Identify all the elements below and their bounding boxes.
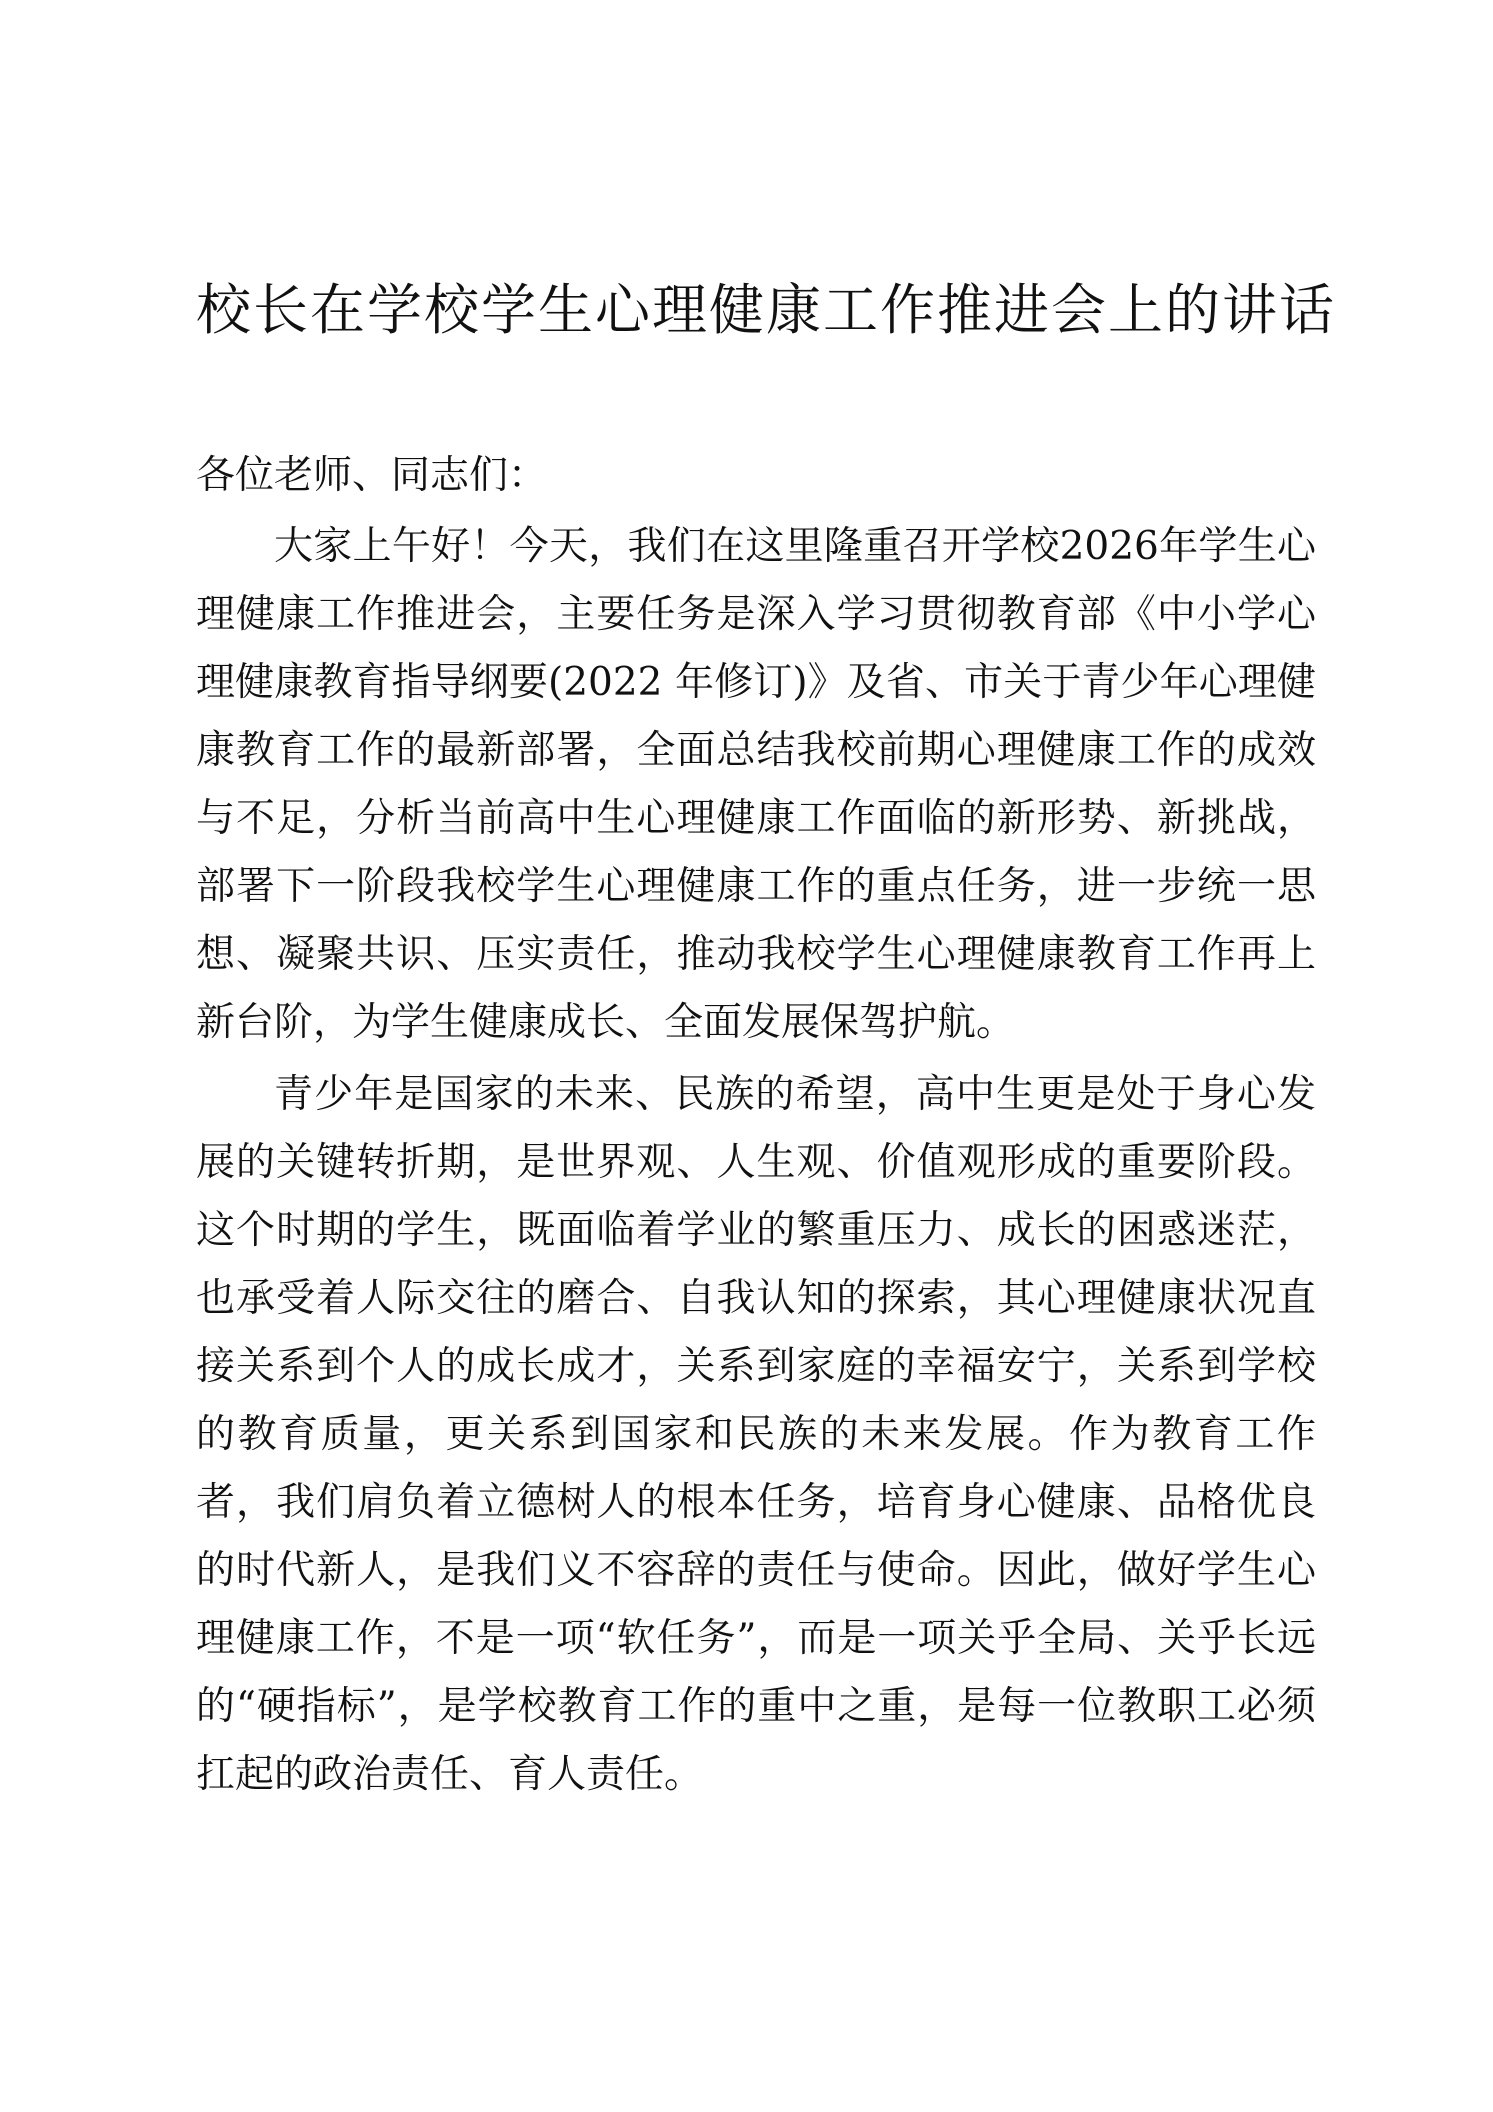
salutation: 各位老师、同志们：	[196, 453, 548, 498]
document-title: 校长在学校学生心理健康工作推进会上的讲话	[196, 278, 1337, 342]
paragraph-opening: 大家上午好！今天，我们在这里隆重召开学校2026年学生心理健康工作推进会，主要任务是深入学习贯彻教育部《中小学心理健康教育指导纲要(2022 年修订)》及省、市关于青少年心理健康教育工作的最新部署，全面总结我校前期心理健康工作的成效与不足，分析当前高中生心理健康工作面临的新形势、新挑战，部署下一阶段我校学生心理健康工作的重点任务，进一步统一思想、凝聚共识、压实责任，推动我校学生心理健康教育工作再上新台阶，为学生健康成长、全面发展保驾护航。	[196, 524, 1316, 1045]
paragraph-significance: 青少年是国家的未来、民族的希望，高中生更是处于身心发展的关键转折期，是世界观、人生观、价值观形成的重要阶段。这个时期的学生，既面临着学业的繁重压力、成长的困惑迷茫，也承受着人际交往的磨合、自我认知的探索，其心理健康状况直接关系到个人的成长成才，关系到家庭的幸福安宁，关系到学校的教育质量，更关系到国家和民族的未来发展。作为教育工作者，我们肩负着立德树人的根本任务，培育身心健康、品格优良的时代新人，是我们义不容辞的责任与使命。因此，做好学生心理健康工作，不是一项“软任务”，而是一项关乎全局、关乎长远的“硬指标”，是学校教育工作的重中之重，是每一位教职工必须扛起的政治责任、育人责任。	[196, 1072, 1316, 1797]
document-body	[196, 442, 1316, 1813]
